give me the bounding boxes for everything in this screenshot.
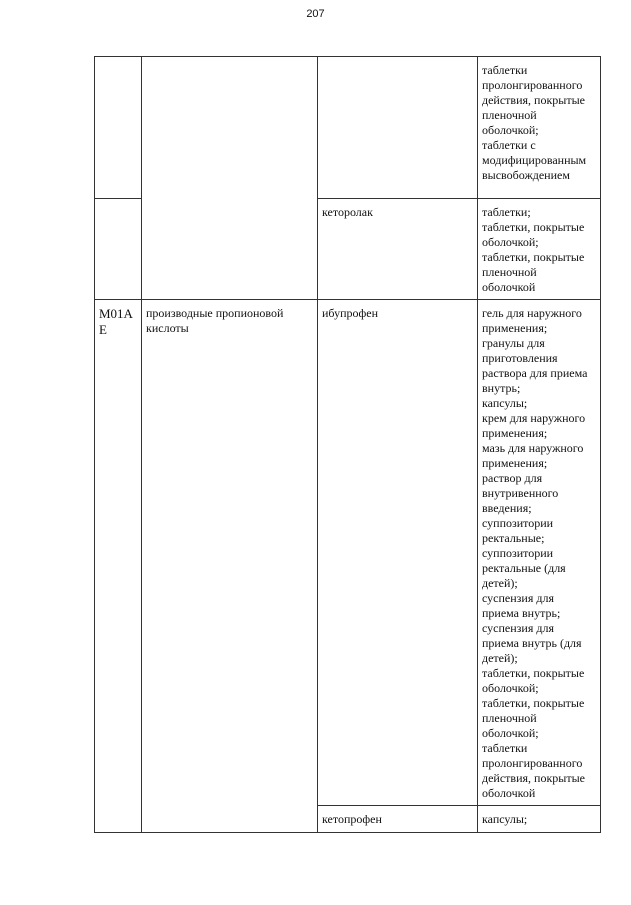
- drug-name-cell: кетопрофен: [318, 806, 478, 833]
- dosage-forms-cell: [478, 300, 601, 806]
- dosage-forms-cell: [478, 199, 601, 300]
- dosage-form-line: таблетки: [482, 63, 528, 77]
- drug-name-cell: [318, 57, 478, 199]
- dosage-form-line: пленочной: [482, 711, 537, 725]
- dosage-form-line: внутривенного: [482, 486, 559, 500]
- dosage-form-line: гранулы для: [482, 336, 545, 350]
- atc-code-cell: [95, 57, 142, 199]
- dosage-form-line: оболочкой;: [482, 726, 539, 740]
- drug-name-cell: кеторолак: [318, 199, 478, 300]
- dosage-form-line: оболочкой;: [482, 235, 539, 249]
- dosage-form-line: приема внутрь;: [482, 606, 561, 620]
- dosage-form-line: пролонгированного: [482, 78, 583, 92]
- dosage-form-line: суспензия для: [482, 591, 554, 605]
- dosage-form-line: крем для наружного: [482, 411, 586, 425]
- dosage-form-line: мазь для наружного: [482, 441, 584, 455]
- dosage-form-line: применения;: [482, 456, 548, 470]
- dosage-form-line: таблетки, покрытые: [482, 666, 585, 680]
- dosage-form-line: капсулы;: [482, 812, 528, 826]
- drug-name-cell: ибупрофен: [318, 300, 478, 806]
- dosage-form-line: раствора для приема: [482, 366, 588, 380]
- dosage-form-line: капсулы;: [482, 396, 528, 410]
- dosage-form-line: оболочкой;: [482, 681, 539, 695]
- drug-table: [94, 56, 601, 833]
- dosage-form-line: детей);: [482, 651, 518, 665]
- dosage-form-line: таблетки с: [482, 138, 536, 152]
- dosage-form-line: суппозитории: [482, 516, 554, 530]
- dosage-form-line: оболочкой: [482, 786, 536, 800]
- table-row: [95, 300, 601, 806]
- dosage-form-line: оболочкой: [482, 280, 536, 294]
- dosage-form-line: приема внутрь (для: [482, 636, 582, 650]
- dosage-form-line: детей);: [482, 576, 518, 590]
- dosage-form-line: приготовления: [482, 351, 558, 365]
- atc-code-cell: М01А Е: [95, 300, 142, 833]
- page-number: 207: [306, 8, 325, 20]
- dosage-form-line: пленочной: [482, 108, 537, 122]
- dosage-form-line: таблетки;: [482, 205, 531, 219]
- dosage-form-line: ректальные;: [482, 531, 545, 545]
- dosage-form-line: применения;: [482, 321, 548, 335]
- dosage-form-line: гель для наружного: [482, 306, 582, 320]
- dosage-form-line: внутрь;: [482, 381, 521, 395]
- dosage-forms-cell: [478, 57, 601, 199]
- dosage-form-line: пролонгированного: [482, 756, 583, 770]
- atc-code-cell: [95, 199, 142, 300]
- dosage-form-line: таблетки: [482, 741, 528, 755]
- dosage-form-line: таблетки, покрытые: [482, 220, 585, 234]
- dosage-form-line: суспензия для: [482, 621, 554, 635]
- group-cell: [142, 57, 318, 300]
- dosage-form-line: высвобождением: [482, 168, 570, 182]
- group-cell: производные пропионовой кислоты: [142, 300, 318, 833]
- dosage-form-line: действия, покрытые: [482, 93, 585, 107]
- dosage-form-line: таблетки, покрытые: [482, 250, 585, 264]
- dosage-form-line: пленочной: [482, 265, 537, 279]
- dosage-form-line: введения;: [482, 501, 532, 515]
- dosage-form-line: суппозитории: [482, 546, 554, 560]
- dosage-form-line: модифицированным: [482, 153, 587, 167]
- dosage-form-line: таблетки, покрытые: [482, 696, 585, 710]
- dosage-form-line: применения;: [482, 426, 548, 440]
- table-row: [95, 57, 601, 199]
- dosage-form-line: оболочкой;: [482, 123, 539, 137]
- dosage-form-line: раствор для: [482, 471, 543, 485]
- dosage-form-line: ректальные (для: [482, 561, 566, 575]
- dosage-form-line: действия, покрытые: [482, 771, 585, 785]
- dosage-forms-cell: [478, 806, 601, 833]
